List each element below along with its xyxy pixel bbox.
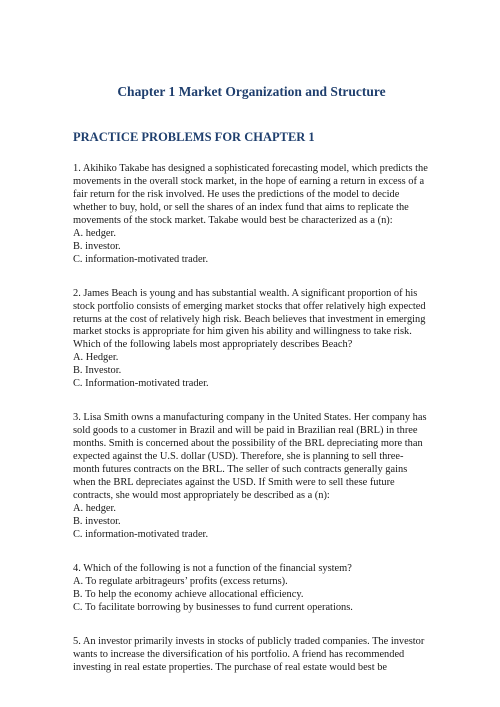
chapter-title: Chapter 1 Market Organization and Structure: [117, 84, 386, 99]
answer-option-a: A. To regulate arbitrageurs’ profits (excess returns).: [73, 575, 288, 587]
section-title: PRACTICE PROBLEMS FOR CHAPTER 1: [73, 130, 315, 144]
question-1: [73, 163, 430, 267]
question-text: 5. An investor primarily invests in stocks of publicly traded companies. The investor wants to increase the diversification of his portfolio. A friend has recommended investing in real estate properties. The purchase of real estate would best be: [73, 635, 425, 673]
question-4: [73, 563, 430, 615]
answer-option-b: B. To help the economy achieve allocational efficiency.: [73, 588, 304, 600]
answer-option-b: B. Investor.: [73, 365, 122, 377]
answer-option-c: C. To facilitate borrowing by businesses to fund current operations.: [73, 601, 353, 613]
question-text: 1. Akihiko Takabe has designed a sophisticated forecasting model, which predicts the movements in the overall stock market, in the hope of earning a return in excess of a fair return for the risk involved. He uses the predictions of the model to decide whether to buy, hold, or sell the shares of an index fund that aims to replicate the movements of the stock market. Takabe would best be characterized as a (n):: [73, 163, 428, 226]
question-5: [73, 636, 430, 675]
answer-option-a: A. Hedger.: [73, 352, 119, 364]
answer-option-b: B. investor.: [73, 515, 121, 527]
answer-option-c: C. information-motivated trader.: [73, 528, 209, 540]
answer-option-c: C. Information-motivated trader.: [73, 378, 209, 390]
question-text: 4. Which of the following is not a function of the financial system?: [73, 562, 352, 574]
answer-option-a: A. hedger.: [73, 502, 116, 514]
question-text: 3. Lisa Smith owns a manufacturing company in the United States. Her company has sold goods to a customer in Brazil and will be paid in Brazilian real (BRL) in three months. Smith is concerned about the possibility of the BRL depreciating more than expected against the U.S. dollar (USD). Therefore, she is planning to sell three-month futures contracts on the BRL. The seller of such contracts generally gains when the BRL depreciates against the USD. If Smith were to sell these future contracts, she would most appropriately be described as a (n):: [73, 412, 427, 501]
answer-option-a: A. hedger.: [73, 227, 116, 239]
answer-option-c: C. information-motivated trader.: [73, 253, 209, 265]
answer-option-b: B. investor.: [73, 240, 121, 252]
question-3: [73, 412, 430, 542]
question-2: [73, 288, 430, 392]
question-text: 2. James Beach is young and has substantial wealth. A significant proportion of his stock portfolio consists of emerging market stocks that offer relatively high expected returns at the cost of relatively high risk. Beach believes that investment in emerging market stocks is appropriate for him given his ability and willingness to take risk. Which of the following labels most appropriately describes Beach?: [73, 287, 426, 351]
